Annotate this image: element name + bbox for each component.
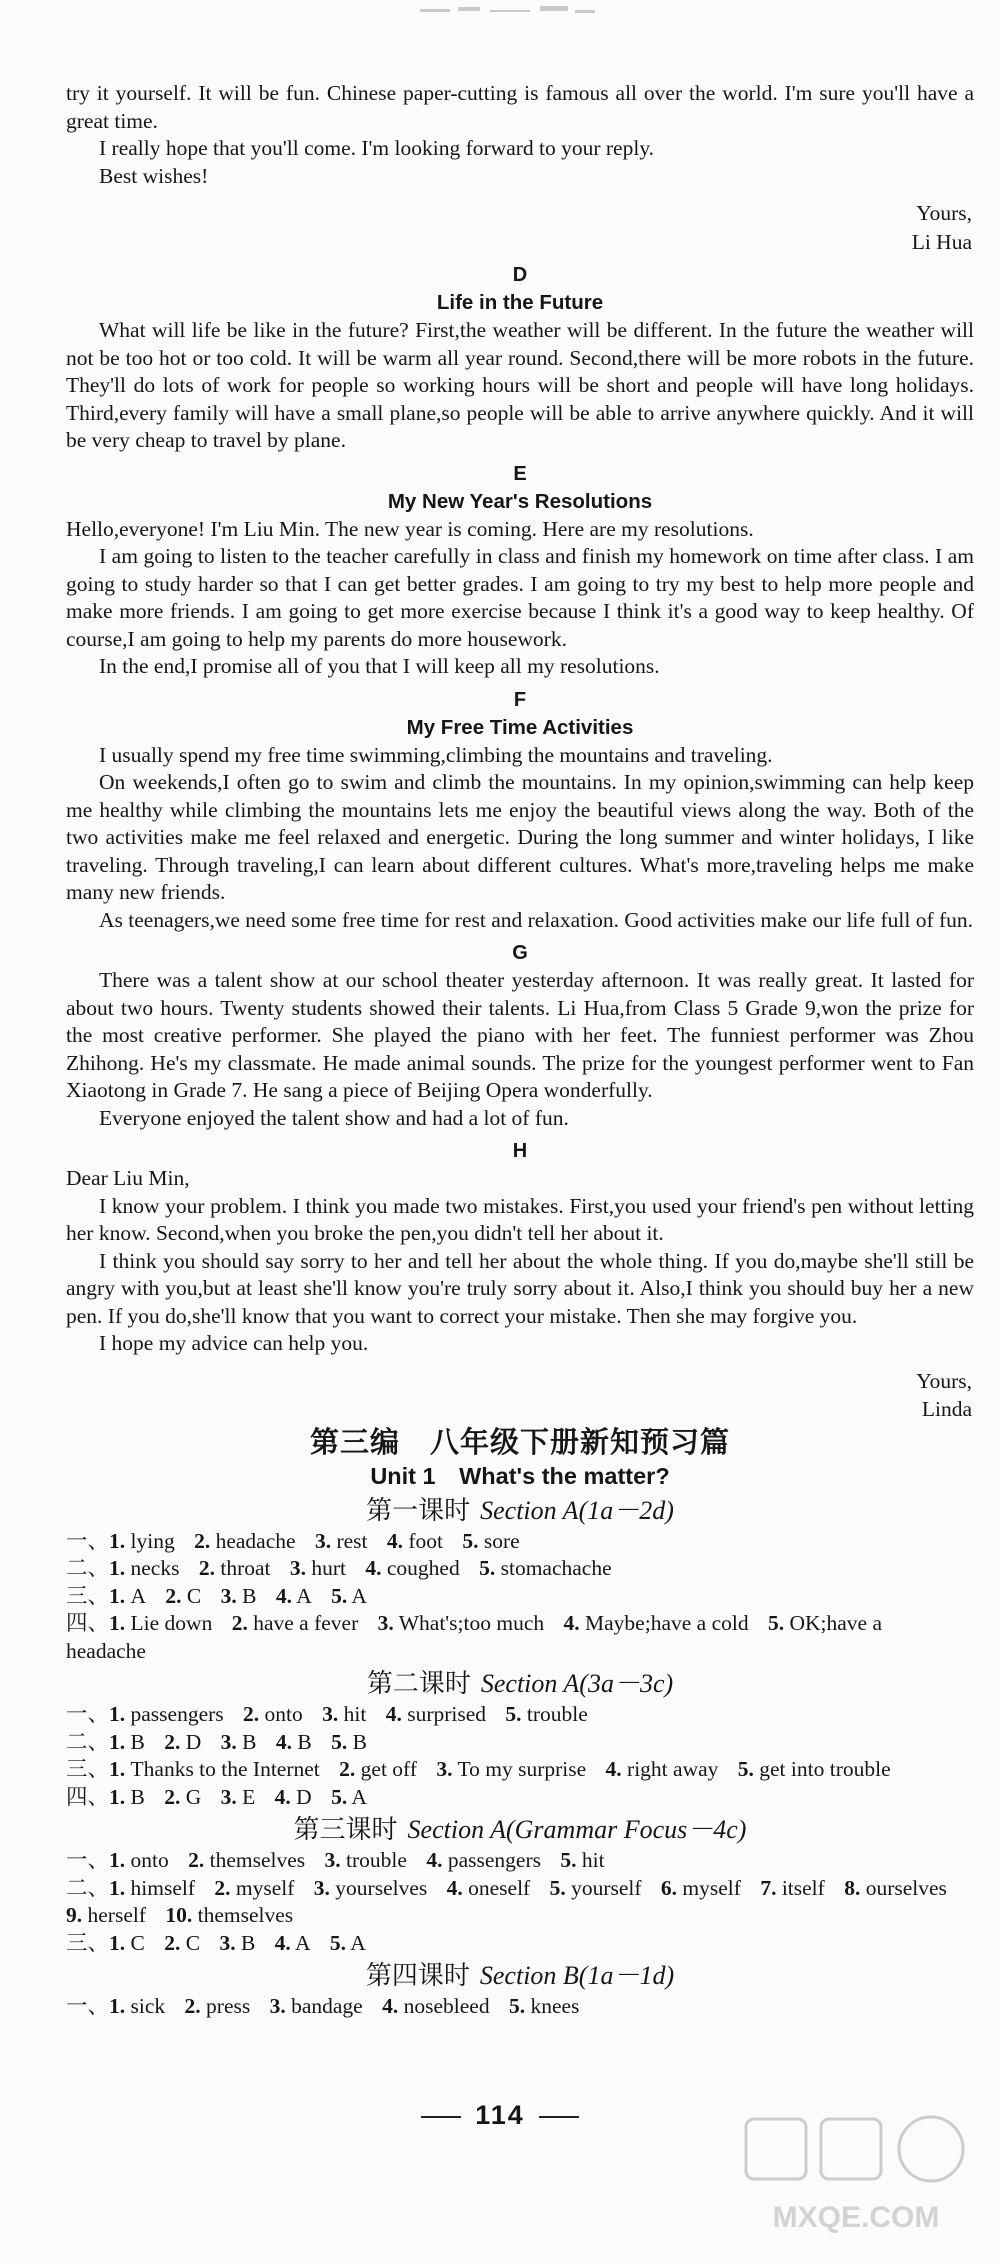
- answer-value: get into trouble: [759, 1757, 891, 1781]
- answer-number: 1.: [109, 1528, 126, 1553]
- answer-line: [66, 1528, 974, 1556]
- answer-group-label: 二、: [66, 1729, 110, 1754]
- lesson-heading: [66, 1813, 974, 1847]
- answer-key: [66, 1494, 974, 2021]
- answer-number: 2.: [188, 1848, 205, 1872]
- answer-number: 5.: [737, 1757, 754, 1781]
- answer-item: [188, 1848, 305, 1872]
- answer-number: 8.: [844, 1875, 861, 1900]
- unit-heading: Unit 1 What's the matter?: [370, 1462, 670, 1489]
- answer-item: [164, 1785, 201, 1809]
- answer-item: [315, 1529, 368, 1553]
- answer-number: 3.: [313, 1875, 330, 1900]
- answer-item: [331, 1730, 367, 1754]
- answer-line: [66, 1993, 974, 2021]
- answer-number: 6.: [660, 1875, 678, 1900]
- section-title: My New Year's Resolutions: [387, 489, 653, 513]
- answer-item: [560, 1848, 604, 1872]
- answer-item: [331, 1785, 367, 1809]
- paragraph: Hello,everyone! I'm Liu Min. The new year is coming. Here are my resolutions.: [66, 516, 754, 541]
- answer-number: 4.: [385, 1702, 402, 1726]
- answer-number: 2.: [243, 1702, 260, 1726]
- lesson-label: 第一课时: [366, 1495, 471, 1526]
- page-dash: [539, 2116, 579, 2118]
- answer-number: 3.: [220, 1784, 237, 1809]
- answer-number: 1.: [109, 1875, 126, 1900]
- lesson-label: 第三课时: [293, 1815, 398, 1845]
- answer-number: 3.: [324, 1848, 341, 1872]
- greeting: Dear Liu Min,: [66, 1166, 190, 1190]
- answer-item: [164, 1931, 200, 1955]
- answer-line: [66, 1847, 974, 1875]
- answer-value: rest: [336, 1528, 368, 1553]
- answer-number: 3.: [436, 1757, 453, 1781]
- answer-item: [219, 1931, 255, 1955]
- answer-value: passengers: [447, 1848, 541, 1872]
- answer-number: 3.: [314, 1528, 332, 1553]
- answer-number: 5.: [331, 1583, 348, 1608]
- answer-item: [165, 1584, 201, 1608]
- answer-line: [66, 1756, 974, 1784]
- answer-number: 5.: [331, 1784, 348, 1809]
- answer-number: 3.: [220, 1729, 237, 1754]
- answer-number: 1.: [109, 1757, 126, 1781]
- answer-number: 3.: [289, 1556, 306, 1580]
- answer-value: right away: [627, 1757, 719, 1781]
- intro-line: I really hope that you'll come. I'm looking forward to your reply.: [99, 136, 655, 160]
- answer-value: themselves: [197, 1903, 294, 1927]
- answer-value: What's;too much: [398, 1611, 545, 1635]
- answer-number: 2.: [214, 1875, 231, 1900]
- intro-line: try it yourself. It will be fun. Chinese paper-cutting is famous all over the world. I'm sure you'll have a great time.: [66, 81, 974, 133]
- answer-item: [221, 1730, 257, 1754]
- answer-value: OK;have a headache: [66, 1611, 882, 1663]
- answer-value: throat: [220, 1556, 271, 1580]
- answer-value: C: [185, 1930, 201, 1955]
- lesson-label: 第二课时: [366, 1669, 471, 1699]
- answer-item: [550, 1876, 642, 1900]
- answer-page: [66, 80, 974, 2021]
- answer-number: 2.: [231, 1611, 248, 1635]
- answer-group-label: 四、: [66, 1784, 110, 1809]
- answer-item: [214, 1876, 294, 1900]
- answer-item: [185, 1994, 251, 2018]
- answer-number: 1.: [109, 1611, 126, 1635]
- letter-sign: Linda: [921, 1397, 972, 1421]
- answer-value: hit: [343, 1702, 367, 1726]
- answer-item: [436, 1757, 586, 1781]
- answer-number: 3.: [219, 1930, 236, 1955]
- section-letter: H: [512, 1140, 528, 1162]
- answer-number: 2.: [184, 1994, 201, 2018]
- answer-line: [66, 1930, 974, 1958]
- intro-sign: Yours,: [916, 201, 972, 225]
- answer-value: A: [350, 1930, 366, 1955]
- answer-value: A: [296, 1583, 312, 1608]
- answer-value: To my surprise: [457, 1757, 587, 1781]
- answer-item: [387, 1529, 443, 1553]
- answer-number: 2.: [164, 1729, 181, 1754]
- paragraph: I am going to listen to the teacher carefully in class and finish my homework on time after class. I am going to study harder so that I can get better grades. I am going to try my best to help more people and make more friends. I am going to get more exercise because I think it's a good way to keep healthy. Of course,I am going to help my parents do more housework.: [66, 544, 974, 651]
- intro-sign: Li Hua: [911, 229, 972, 254]
- answer-number: 4.: [275, 1583, 292, 1608]
- answer-number: 2.: [164, 1784, 181, 1809]
- answer-value: Thanks to the Internet: [130, 1757, 320, 1781]
- answer-number: 2.: [165, 1583, 182, 1608]
- answer-value: foot: [408, 1528, 443, 1553]
- answer-item: [378, 1611, 545, 1635]
- letter-sign: Yours,: [916, 1368, 972, 1393]
- paragraph: On weekends,I often go to swim and climb the mountains. In my opinion,swimming can help keep me healthy while climbing the mountains lets me enjoy the beautiful views along the way. Both of the two activities make me feel relaxed and energetic. During the long summer and winter holidays, I like traveling. Through traveling,I can learn about different cultures. What's more,traveling helps me make many new friends.: [66, 770, 974, 904]
- paragraph: In the end,I promise all of you that I will keep all my resolutions.: [99, 654, 660, 678]
- section-letter: G: [512, 942, 528, 964]
- answer-number: 1.: [109, 1784, 126, 1809]
- answer-value: A: [351, 1784, 367, 1809]
- answer-number: 3.: [322, 1702, 339, 1726]
- answer-value: B: [130, 1784, 145, 1809]
- answer-value: B: [130, 1729, 145, 1754]
- answer-number: 5.: [549, 1875, 566, 1900]
- answer-item: [322, 1702, 366, 1726]
- answer-number: 3.: [220, 1583, 237, 1608]
- answer-item: [314, 1876, 427, 1900]
- answer-value: B: [240, 1930, 256, 1955]
- answer-number: 2.: [194, 1528, 211, 1553]
- answer-number: 5.: [505, 1702, 522, 1726]
- answer-item: [165, 1903, 293, 1927]
- answer-line: [66, 1784, 974, 1812]
- answer-number: 4.: [275, 1729, 292, 1754]
- paragraph: I know your problem. I think you made two mistakes. First,you used your friend's pen without letting her know. Second,when you broke the pen,you didn't tell her about it.: [66, 1193, 974, 1245]
- answer-value: B: [242, 1729, 257, 1754]
- answer-value: myself: [682, 1875, 741, 1900]
- answer-item: [270, 1994, 363, 2018]
- answer-group-label: 一、: [66, 1848, 110, 1872]
- answer-item: [109, 1994, 165, 2018]
- answer-item: [109, 1702, 224, 1726]
- paragraph: I usually spend my free time swimming,climbing the mountains and traveling.: [99, 742, 773, 767]
- section-letter: E: [513, 462, 527, 485]
- answer-value: sick: [130, 1994, 166, 2018]
- paragraph: As teenagers,we need some free time for rest and relaxation. Good activities make our life full of fun.: [99, 907, 974, 932]
- lesson-label: 第四课时: [365, 1961, 470, 1991]
- answer-item: [426, 1848, 541, 1872]
- answer-item: [109, 1584, 146, 1608]
- page-number-text: 114: [475, 2100, 525, 2130]
- scan-smudge: [420, 4, 600, 18]
- answer-number: 5.: [560, 1848, 577, 1872]
- answer-value: have a fever: [253, 1611, 359, 1635]
- answer-number: 5.: [462, 1528, 479, 1553]
- answer-number: 5.: [479, 1556, 496, 1580]
- answer-number: 5.: [331, 1729, 348, 1754]
- answer-number: 1.: [109, 1556, 126, 1580]
- answer-item: [164, 1730, 201, 1754]
- answer-line: [66, 1875, 974, 1930]
- answer-number: 4.: [274, 1784, 291, 1809]
- answer-value: ourselves: [865, 1875, 947, 1900]
- section-title: My Free Time Activities: [406, 715, 634, 739]
- watermark-logo: [726, 2099, 986, 2249]
- answer-number: 4.: [365, 1556, 382, 1580]
- answer-item: [109, 1931, 145, 1955]
- answer-line: [66, 1701, 974, 1729]
- answer-item: [109, 1529, 175, 1553]
- paragraph: There was a talent show at our school theater yesterday afternoon. It was really great. It lasted for about two hours. Twenty students showed their talents. Li Hua,from Class 5 Grade 9,won the prize for the most creative performer. She played the piano with her feet. The funniest performer was Zhou Zhihong. He's my classmate. He made animal sounds. The prize for the youngest performer went to Fan Xiaotong in Grade 7. He sang a piece of Beijing Opera wonderfully.: [66, 968, 974, 1102]
- answer-number: 1.: [109, 1702, 126, 1726]
- answer-item: [365, 1556, 459, 1580]
- answer-value: necks: [130, 1556, 180, 1580]
- answer-number: 5.: [508, 1994, 526, 2018]
- answer-line: [66, 1583, 974, 1611]
- intro-line: Best wishes!: [99, 163, 209, 188]
- answer-number: 4.: [426, 1848, 443, 1872]
- answer-group-label: 一、: [66, 1994, 110, 2018]
- answer-item: [109, 1730, 145, 1754]
- answer-value: A: [295, 1930, 311, 1955]
- answer-item: [66, 1903, 146, 1927]
- answer-item: [330, 1931, 366, 1955]
- answer-number: 4.: [446, 1875, 463, 1900]
- paragraph: Everyone enjoyed the talent show and had a lot of fun.: [99, 1105, 569, 1130]
- answer-value: himself: [130, 1875, 196, 1900]
- answer-item: [232, 1611, 359, 1635]
- answer-value: surprised: [407, 1702, 487, 1726]
- answer-item: [109, 1876, 195, 1900]
- answer-number: 2.: [198, 1556, 215, 1580]
- paragraph: What will life be like in the future? First,the weather will be different. In the future the weather will not be too hot or too cold. It will be warm all year round. Second,there will be more robots in the future. They'll do lots of work for people so working hours will be short and people will have long holidays. Third,every family will have a small plane,so people will be able to arrive anywhere quickly. And it will be very cheap to travel by plane.: [66, 318, 974, 452]
- lesson-section: Section A(1a－2d): [480, 1495, 674, 1525]
- answer-value: B: [242, 1583, 257, 1608]
- answer-value: itself: [781, 1875, 825, 1900]
- answer-item: [844, 1876, 947, 1900]
- section-letter: D: [512, 264, 528, 286]
- answer-value: onto: [264, 1702, 303, 1726]
- answer-item: [331, 1584, 367, 1608]
- answer-number: 2.: [339, 1757, 356, 1781]
- answer-number: 3.: [377, 1611, 394, 1635]
- answer-item: [276, 1730, 312, 1754]
- answer-item: [109, 1611, 212, 1635]
- answer-item: [447, 1876, 531, 1900]
- answer-item: [243, 1702, 303, 1726]
- answer-value: sore: [483, 1528, 520, 1553]
- answer-item: [109, 1848, 169, 1872]
- answer-item: [109, 1556, 179, 1580]
- lesson-section: Section A(Grammar Focus－4c): [407, 1815, 747, 1844]
- watermark-text: MXQE.COM: [772, 2201, 940, 2234]
- answer-value: coughed: [386, 1556, 460, 1580]
- lesson-heading: [66, 1959, 974, 1993]
- answer-number: 10.: [165, 1903, 193, 1927]
- answer-value: B: [352, 1729, 367, 1754]
- answer-number: 4.: [382, 1994, 399, 2018]
- answer-number: 7.: [760, 1875, 777, 1900]
- answer-value: A: [351, 1583, 367, 1608]
- answer-number: 1.: [109, 1848, 126, 1872]
- answer-value: yourselves: [335, 1875, 428, 1900]
- answer-value: nosebleed: [403, 1994, 490, 2018]
- answer-value: passengers: [130, 1702, 224, 1726]
- answer-number: 1.: [109, 1930, 126, 1955]
- answer-item: [509, 1994, 579, 2018]
- answer-value: myself: [235, 1875, 295, 1900]
- answer-value: onto: [130, 1848, 169, 1872]
- lesson-heading: [66, 1667, 974, 1701]
- answer-item: [221, 1584, 257, 1608]
- answer-item: [276, 1584, 312, 1608]
- answer-value: lying: [130, 1528, 175, 1553]
- answer-value: hurt: [311, 1556, 347, 1580]
- answer-item: [606, 1757, 719, 1781]
- answer-item: [339, 1757, 417, 1781]
- answer-value: G: [185, 1784, 202, 1809]
- answer-value: herself: [87, 1903, 146, 1927]
- answer-number: 1.: [109, 1994, 126, 2018]
- answer-value: C: [130, 1930, 145, 1955]
- answer-value: trouble: [526, 1702, 588, 1726]
- part-heading: 第三编 八年级下册新知预习篇: [309, 1424, 730, 1459]
- answer-number: 4.: [563, 1611, 580, 1635]
- answer-value: Lie down: [130, 1611, 213, 1635]
- answer-number: 5.: [329, 1930, 347, 1955]
- answer-line: [66, 1555, 974, 1583]
- answer-value: oneself: [468, 1875, 531, 1900]
- answer-number: 1.: [109, 1729, 126, 1754]
- answer-item: [564, 1611, 749, 1635]
- answer-value: C: [186, 1583, 202, 1608]
- answer-value: bandage: [291, 1994, 363, 2018]
- answer-item: [109, 1757, 320, 1781]
- lesson-heading: [66, 1494, 974, 1528]
- answer-number: 3.: [269, 1994, 286, 2018]
- answer-item: [462, 1529, 519, 1553]
- answer-number: 1.: [109, 1583, 126, 1608]
- section-title: Life in the Future: [436, 291, 604, 314]
- answer-item: [382, 1994, 489, 2018]
- answer-group-label: 三、: [66, 1930, 110, 1955]
- answer-group-label: 四、: [66, 1611, 110, 1635]
- answer-value: hit: [581, 1848, 605, 1872]
- answer-item: [290, 1556, 346, 1580]
- lesson-section: Section A(3a－3c): [480, 1669, 674, 1698]
- answer-item: [325, 1848, 407, 1872]
- answer-value: press: [206, 1994, 251, 2018]
- answer-value: yourself: [571, 1875, 642, 1900]
- answer-item: [661, 1876, 741, 1900]
- answer-group-label: 二、: [66, 1875, 110, 1900]
- answer-item: [275, 1785, 312, 1809]
- answer-line: [66, 1729, 974, 1757]
- answer-item: [109, 1785, 145, 1809]
- answer-item: [275, 1931, 311, 1955]
- answer-number: 9.: [66, 1903, 83, 1927]
- answer-number: 5.: [767, 1611, 785, 1635]
- answer-number: 4.: [605, 1757, 622, 1781]
- section-letter: F: [513, 688, 527, 711]
- answer-group-label: 二、: [66, 1556, 110, 1580]
- answer-item: [194, 1529, 295, 1553]
- answer-group-label: 一、: [66, 1702, 110, 1726]
- answer-item: [505, 1702, 587, 1726]
- answer-item: [738, 1757, 891, 1781]
- answer-value: get off: [360, 1757, 417, 1781]
- answer-group-label: 三、: [66, 1583, 110, 1608]
- answer-number: 4.: [386, 1528, 403, 1553]
- answer-number: 2.: [164, 1930, 181, 1955]
- answer-value: E: [242, 1784, 256, 1809]
- page-dash: [421, 2116, 461, 2118]
- answer-value: A: [130, 1583, 147, 1608]
- answer-item: [199, 1556, 271, 1580]
- answer-item: [760, 1876, 825, 1900]
- answer-value: knees: [530, 1994, 580, 2018]
- lesson-section: Section B(1a－1d): [479, 1961, 675, 1990]
- answer-value: B: [297, 1729, 312, 1754]
- answer-item: [221, 1785, 256, 1809]
- answer-item: [386, 1702, 486, 1726]
- answer-line: [66, 1610, 974, 1665]
- answer-value: D: [296, 1784, 312, 1809]
- paragraph: I hope my advice can help you.: [99, 1331, 369, 1355]
- answer-item: [479, 1556, 612, 1580]
- answer-group-label: 一、: [66, 1528, 110, 1553]
- answer-value: headache: [215, 1528, 296, 1553]
- answer-value: trouble: [346, 1848, 407, 1872]
- answer-value: stomachache: [500, 1556, 612, 1580]
- paragraph: I think you should say sorry to her and tell her about the whole thing. If you do,maybe she'll still be angry with you,but at least she'll know you're truly sorry about it. Also,I think you should buy her a new pen. If you do,she'll know that you want to correct your mistake. Then she may forgive you.: [66, 1248, 974, 1328]
- answer-number: 4.: [274, 1930, 291, 1955]
- answer-value: Maybe;have a cold: [585, 1611, 749, 1635]
- answer-value: D: [185, 1729, 202, 1754]
- answer-group-label: 三、: [66, 1757, 110, 1781]
- answer-value: themselves: [209, 1848, 306, 1872]
